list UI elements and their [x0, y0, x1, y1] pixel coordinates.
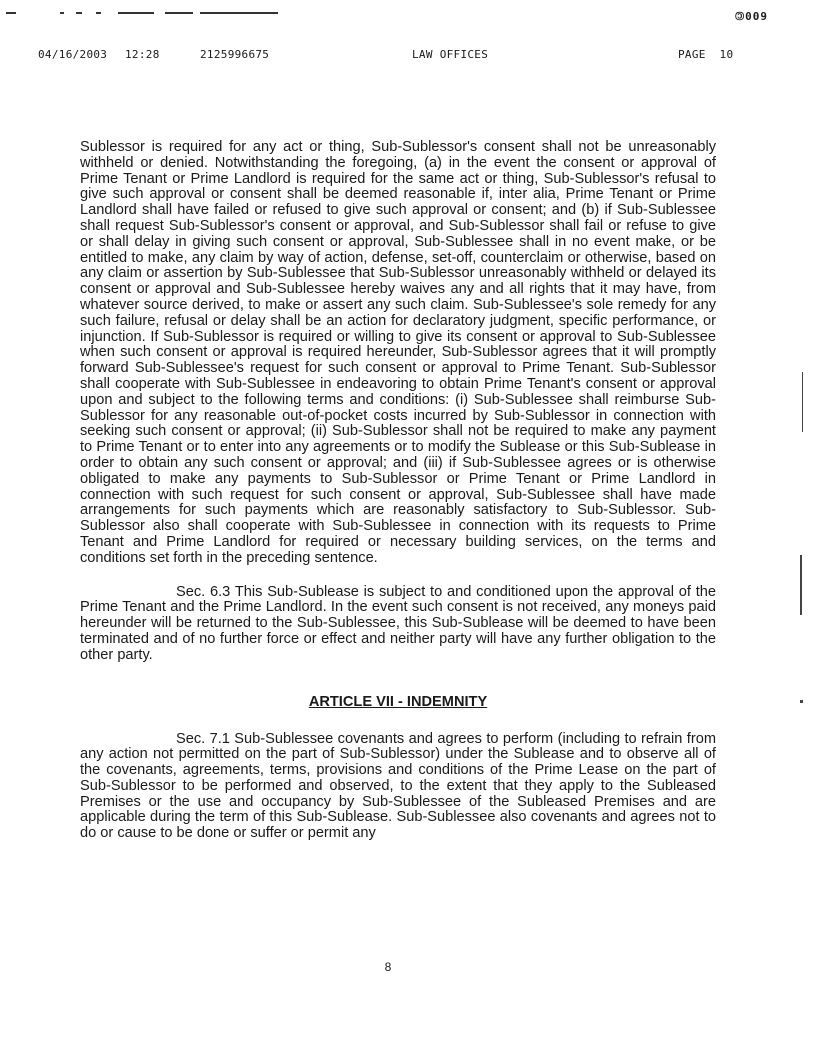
fax-date: 04/16/2003: [38, 48, 108, 61]
fax-top-stub-marks: [0, 8, 280, 18]
fax-time: 12:28: [125, 48, 160, 61]
margin-mark-middle: [800, 555, 802, 615]
fax-sender: LAW OFFICES: [412, 48, 489, 61]
page-number: 8: [384, 960, 392, 974]
margin-mark-top: [802, 372, 803, 432]
fax-code: 🄯009: [735, 10, 768, 23]
article-heading: ARTICLE VII - INDEMNITY: [308, 693, 488, 710]
paragraph-sec-7-1: Sec. 7.1 Sub-Sublessee covenants and agrees to perform (including to refrain from any action not permitted on the part of Sub-Sublessor) under the Sublease and to observe all of the covenants, agreements, terms, provisions and conditions of the Prime Lease on the part of Sub-Sublessor to be performed and observed, to the extent that they apply to the Subleased Premises or the use and occupancy by Sub-Sublessee of the Subleased Premises and are applicable during the term of this Sub-Sublease. Sub-Sublessee also covenants and agrees not to do or cause to be done or suffer or permit any: [80, 730, 716, 842]
fax-top-area: [0, 0, 816, 70]
fax-phone: 2125996675: [200, 48, 270, 61]
margin-dot: [800, 700, 803, 703]
paragraph-sec-6-3: Sec. 6.3 This Sub-Sublease is subject to and conditioned upon the approval of the Prime Tenant and the Prime Landlord. In the event such consent is not received, any moneys paid hereunder will be returned to the Sub-Sublessee, this Sub-Sublease will be deemed to have been terminated and of no further force or effect and neither party will have any further obligation to the other party.: [80, 583, 716, 663]
document-body: [80, 140, 716, 842]
fax-page: PAGE 10: [678, 48, 734, 61]
paragraph-consent: Sublessor is required for any act or thing, Sub-Sublessor's consent shall not be unreasonably withheld or denied. Notwithstanding the foregoing, (a) in the event the consent or approval of Prime Tenant or Prime Landlord is required for the same act or thing, Sub-Sublessor's refusal to give such approval or consent shall be deemed reasonable if, inter alia, Prime Tenant or Prime Landlord shall have failed or refused to give such approval or consent; and (b) if Sub-Sublessee shall request Sub-Sublessor's consent or approval, and Sub-Sublessor shall fail or refuse to give or shall delay in giving such consent or approval, Sub-Sublessee shall in no event make, or be entitled to make, any claim by way of action, defense, set-off, counterclaim or otherwise, based on any claim or assertion by Sub-Sublessee that Sub-Sublessor unreasonably withheld or delayed its consent or approval and Sub-Sublessee hereby waives any and all rights that it may have, from whatever source derived, to make or assert any such claim. Sub-Sublessee's sole remedy for any such failure, refusal or delay shall be an action for declaratory judgment, specific performance, or injunction. If Sub-Sublessor is required or willing to give its consent or approval to Sub-Sublessee when such consent or approval is required hereunder, Sub-Sublessor agrees that it will promptly forward Sub-Sublessee's request for such consent or approval to Prime Tenant. Sub-Sublessor shall cooperate with Sub-Sublessee in endeavoring to obtain Prime Tenant's consent or approval upon and subject to the following terms and conditions: (i) Sub-Sublessee shall reimburse Sub-Sublessor for any reasonable out-of-pocket costs incurred by Sub-Sublessor in connection with seeking such consent or approval; (ii) Sub-Sublessor shall not be required to make any payment to Prime Tenant or to enter into any agreements or to modify the Sublease or this Sub-Sublease in order to obtain any such consent or approval; and (iii) if Sub-Sublessee agrees or is otherwise obligated to make any payments to Sub-Sublessor or Prime Tenant or Prime Landlord in connection with such request for such consent or approval, Sub-Sublessee shall have made arrangements for such payments which are reasonably satisfactory to Sub-Sublessor. Sub-Sublessor also shall cooperate with Sub-Sublessee in connection with its requests to Prime Tenant and Prime Landlord for required or necessary building services, on the terms and conditions set forth in the preceding sentence.: [80, 139, 716, 566]
fax-header: [0, 48, 816, 64]
